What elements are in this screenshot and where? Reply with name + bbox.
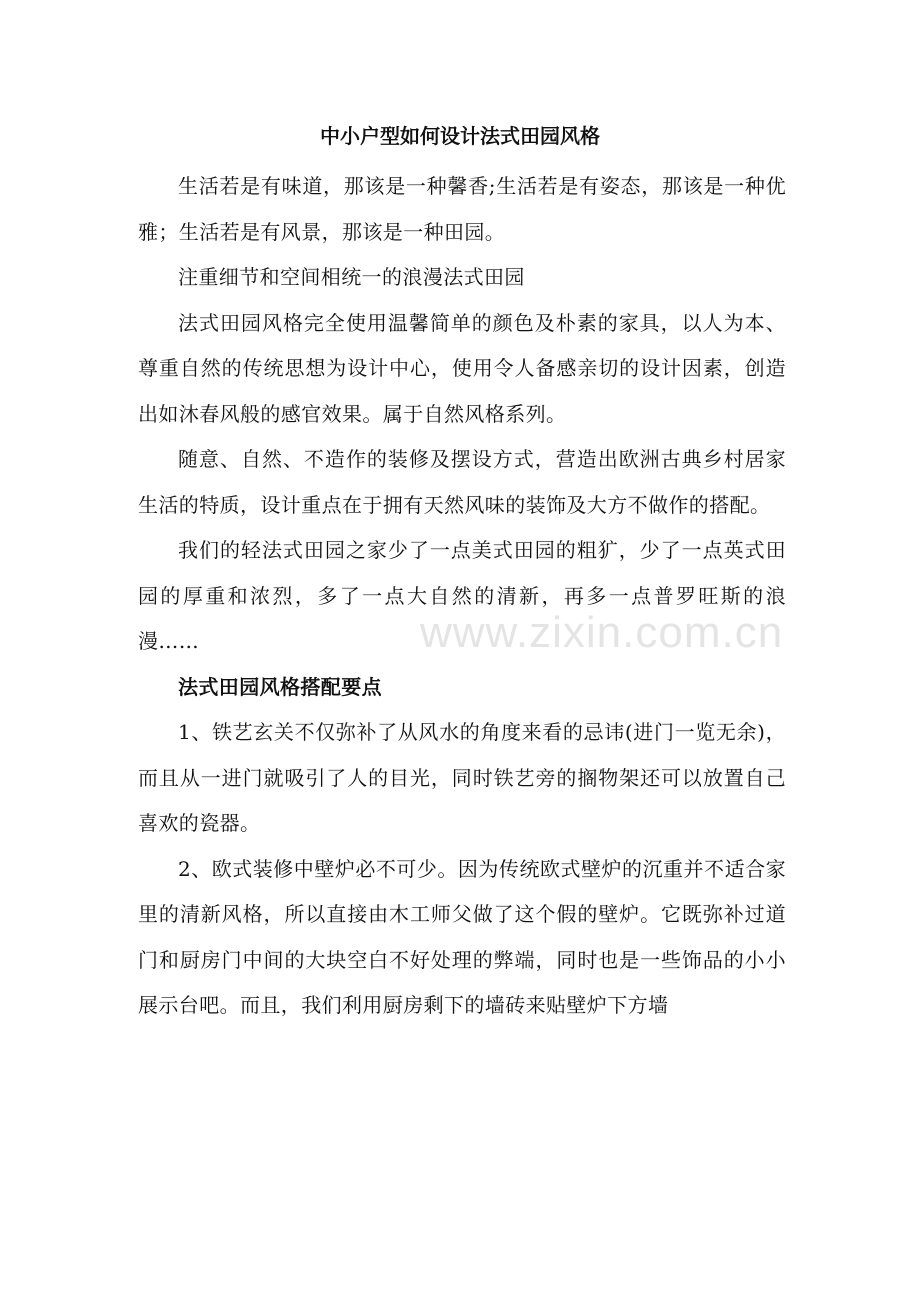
- page-title: 中小户型如何设计法式田园风格: [320, 124, 600, 148]
- paragraph-point-1: 1、铁艺玄关不仅弥补了从风水的角度来看的忌讳(进门一览无余)，而且从一进门就吸引了人的目光，同时铁艺旁的搁物架还可以放置自己喜欢的瓷器。: [138, 720, 786, 835]
- paragraph-decoration: 随意、自然、不造作的装修及摆设方式，营造出欧洲古典乡村居家生活的特质，设计重点在于拥有天然风味的装饰及大方不做作的搭配。: [138, 447, 786, 517]
- document-body: [138, 164, 786, 1029]
- section-heading: 法式田园风格搭配要点: [178, 674, 382, 699]
- paragraph-point-2: 2、欧式装修中壁炉必不可少。因为传统欧式壁炉的沉重并不适合家里的清新风格，所以直接由木工师父做了这个假的壁炉。它既弥补过道门和厨房门中间的大块空白不好处理的弊端，同时也是一些饰品的小小展示台吧。而且，我们利用厨房剩下的墙砖来贴壁炉下方墙: [138, 856, 786, 1017]
- paragraph-light-french: 我们的轻法式田园之家少了一点美式田园的粗犷，少了一点英式田园的厚重和浓烈，多了一点大自然的清新，再多一点普罗旺斯的浪漫……: [138, 538, 786, 653]
- paragraph-style-description: 法式田园风格完全使用温馨简单的颜色及朴素的家具，以人为本、尊重自然的传统思想为设计中心，使用令人备感亲切的设计因素，创造出如沐春风般的感官效果。属于自然风格系列。: [138, 310, 786, 426]
- paragraph-subtitle: 注重细节和空间相统一的浪漫法式田园: [178, 265, 525, 289]
- watermark: www.zixin.com.cn: [420, 608, 784, 657]
- paragraph-intro: 生活若是有味道，那该是一种馨香;生活若是有姿态，那该是一种优雅；生活若是有风景，那该是一种田园。: [138, 174, 786, 244]
